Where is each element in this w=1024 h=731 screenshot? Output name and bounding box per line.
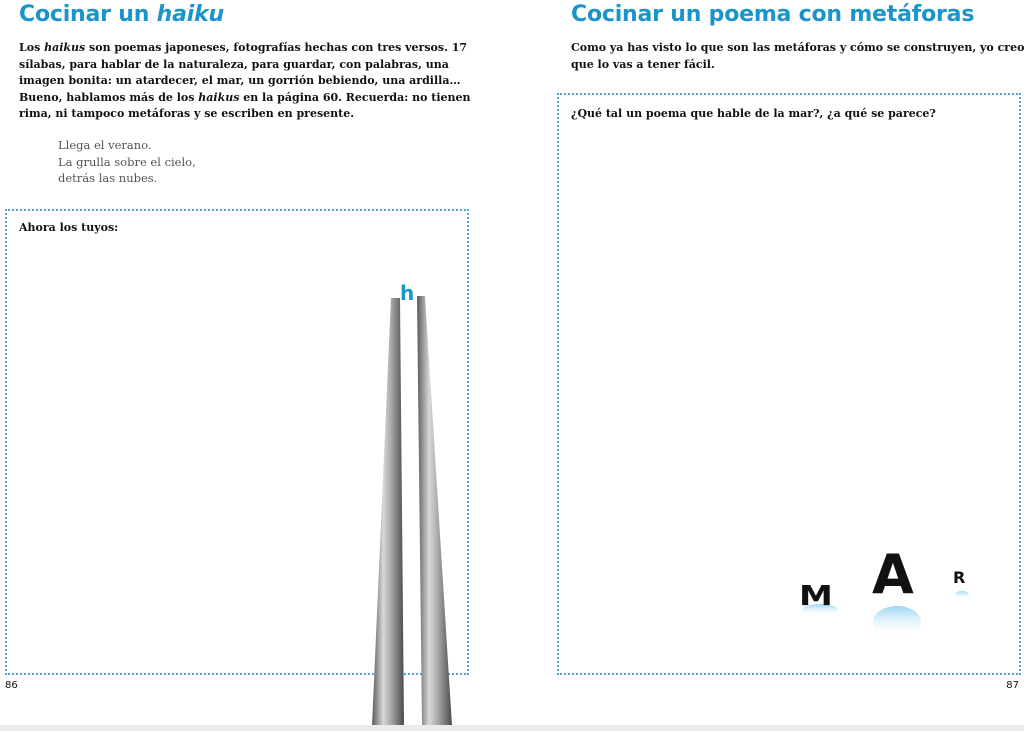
page-number-left: 86 xyxy=(5,680,18,691)
right-page xyxy=(512,0,1024,725)
mar-letter-r: R xyxy=(953,568,966,587)
haiku-box-prompt: Ahora los tuyos: xyxy=(19,221,119,234)
intro-text-2: son poemas japoneses, fotografías hechas con tres versos. 17 sílabas, para hablar de la naturaleza, para guardar, con palabras, una imagen bonita: un atardecer, el mar, un gorrión bebiendo, una ardilla… Bueno, hablamos más de los xyxy=(19,41,468,104)
intro-text-1: Los xyxy=(19,41,45,54)
left-title-italic: haiku xyxy=(156,2,224,27)
left-title-plain: Cocinar un xyxy=(19,2,157,27)
haiku-line: Llega el verano. xyxy=(58,138,152,152)
right-page-title: Cocinar un poema con metáforas xyxy=(571,2,975,27)
left-page xyxy=(0,0,512,725)
haiku-h-letter: h xyxy=(400,281,415,305)
page-number-right: 87 xyxy=(1006,680,1019,691)
intro-text-3: en la página 60. Recuerda: no tienen rima, ni tampoco metáforas y se escriben en presente. xyxy=(19,90,471,120)
water-reflection-r xyxy=(955,591,969,599)
intro-em-1: haikus xyxy=(44,41,86,54)
water-reflection-a xyxy=(873,606,921,638)
metaphor-box-prompt: ¿Qué tal un poema que hable de la mar?, ¿a qué se parece? xyxy=(571,107,936,120)
right-intro-paragraph: Como ya has visto lo que son las metáforas y cómo se construyen, yo creo que lo vas a tener fácil. xyxy=(571,41,1024,71)
haiku-example xyxy=(58,137,196,187)
mar-letter-m: M xyxy=(799,580,833,613)
chopsticks-illustration xyxy=(360,270,470,726)
chopstick-left xyxy=(372,298,404,726)
haiku-line: La grulla sobre el cielo, xyxy=(58,154,196,169)
haiku-line: detrás las nubes. xyxy=(58,171,158,185)
intro-em-2: haikus xyxy=(198,90,240,104)
mar-letter-a: A xyxy=(872,543,914,606)
left-page-title xyxy=(19,2,224,27)
bottom-strip xyxy=(0,725,1024,731)
left-intro-paragraph xyxy=(19,40,479,123)
chopstick-right xyxy=(417,296,452,726)
